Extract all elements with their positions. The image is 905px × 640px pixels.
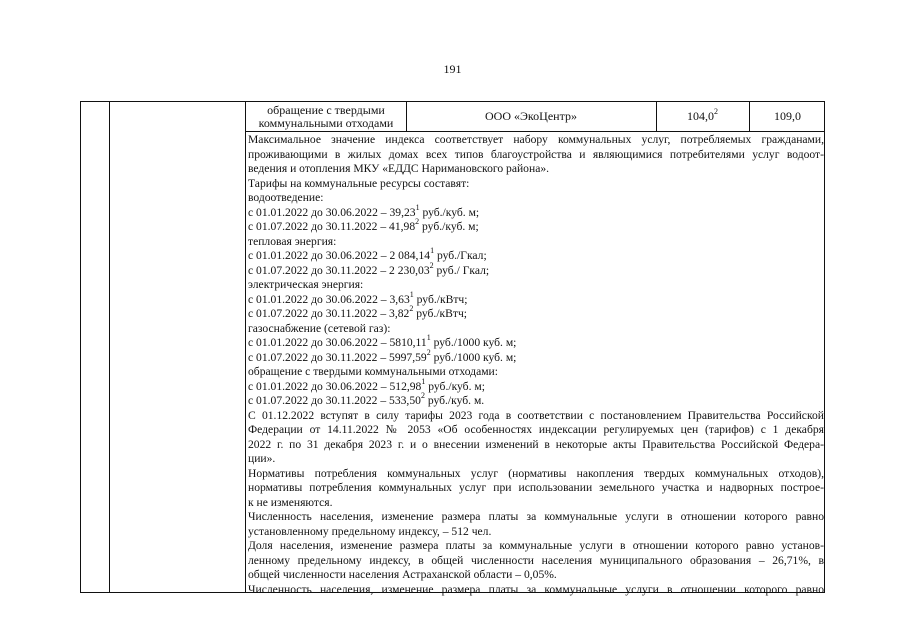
footnote-mark: 2 <box>714 107 718 116</box>
text-line <box>248 376 824 395</box>
text-line <box>248 525 824 540</box>
text-line-unit: руб./1000 куб. м; <box>430 336 517 349</box>
text-line-content: электрическая энергия: <box>248 278 364 291</box>
service-line: обращение с твердыми <box>267 103 385 117</box>
text-line-content: Тарифы на коммунальные ресурсы составят: <box>248 176 470 190</box>
organization-cell: ООО «ЭкоЦентр» <box>485 109 577 123</box>
text-line <box>248 539 824 554</box>
text-line-content: с 01.07.2022 до 30.11.2022 – 3,82 <box>248 307 410 320</box>
footnote-mark: 2 <box>429 260 434 270</box>
text-line-content: ленному предельному индексу, в общей численности населения муниципального образования – 26,71%, в <box>248 553 824 567</box>
text-line-content: установленному предельному индексу, – 512 чел. <box>248 524 492 538</box>
text-line-content: обращение с твердыми коммунальными отходами: <box>248 365 498 378</box>
text-line-unit: руб./кВтч; <box>413 307 468 320</box>
text-line-content: к не изменяются. <box>248 495 333 509</box>
text-line-content: с 01.01.2022 до 30.06.2022 – 512,98 <box>248 379 422 393</box>
column-divider <box>245 102 246 592</box>
text-line-content: с 01.01.2022 до 30.06.2022 – 2 084,14 <box>248 249 431 262</box>
text-line <box>248 177 824 192</box>
text-line <box>248 235 824 250</box>
footnote-mark: 2 <box>415 217 420 227</box>
text-line-unit: руб./кВтч; <box>413 292 468 306</box>
text-line <box>248 438 824 453</box>
text-line-content: с 01.01.2022 до 30.06.2022 – 3,63 <box>248 292 410 306</box>
text-line-content: ведения и отопления МКУ «ЕДДС Наримановского района». <box>248 162 550 175</box>
text-line-unit: руб./куб. м. <box>424 394 485 407</box>
service-line: коммунальными отходами <box>258 116 394 130</box>
text-line-content: с 01.01.2022 до 30.06.2022 – 5810,11 <box>248 336 427 349</box>
text-line-content: общей численности населения Астраханской области – 0,05%. <box>248 568 557 581</box>
text-line-unit: руб./куб. м; <box>419 220 479 233</box>
text-line <box>248 583 824 598</box>
text-line <box>248 289 824 308</box>
index-description <box>248 133 824 597</box>
text-line <box>248 391 824 409</box>
text-line <box>248 347 824 366</box>
service-cell <box>246 102 406 133</box>
text-line-unit: руб./куб. м; <box>425 379 485 393</box>
text-line-content: с 01.07.2022 до 30.11.2022 – 41,98 <box>248 220 416 233</box>
page-number: 191 <box>443 62 462 76</box>
text-line <box>248 452 824 467</box>
text-line-content: Нормативы потребления коммунальных услуг (нормативы накопления твердых коммунальных отходов), <box>248 466 824 480</box>
text-line-content: с 01.07.2022 до 30.11.2022 – 2 230,03 <box>248 263 430 277</box>
text-line-unit: руб./ Гкал; <box>433 263 490 277</box>
text-line-unit: руб./1000 куб. м; <box>430 350 517 364</box>
footnote-mark: 2 <box>420 391 425 401</box>
text-line-content: 2022 г. по 31 декабря 2023 г. и о внесении изменений в некоторые акты Правительства Российской Федера- <box>248 437 824 451</box>
text-line-content: Максимальное значение индекса соответствует набору коммунальных услуг, потребляемых гражданами, <box>248 133 824 146</box>
text-line <box>248 510 824 525</box>
text-line <box>248 202 824 221</box>
footnote-mark: 1 <box>409 289 414 299</box>
text-line <box>248 304 824 322</box>
text-line <box>248 278 824 293</box>
text-line <box>248 162 824 177</box>
column-divider <box>109 102 110 592</box>
tariff-table <box>80 101 825 596</box>
text-line <box>248 133 824 148</box>
text-line <box>248 191 824 206</box>
text-line <box>248 322 824 337</box>
text-line-unit: руб./куб. м; <box>419 205 480 219</box>
footnote-mark: 1 <box>426 333 431 343</box>
text-line-content: нормативы потребления коммунальных услуг при использовании земельного участка и надворных построе- <box>248 481 824 494</box>
text-line <box>248 409 824 424</box>
text-line <box>248 260 824 279</box>
text-line-content: Численность населения, изменение размера платы за коммунальные услуги в отношении которого равно <box>248 582 824 596</box>
text-line <box>248 554 824 569</box>
max-index-cell: 109,0 <box>774 109 801 123</box>
footnote-mark: 1 <box>421 376 426 386</box>
text-line-unit: руб./Гкал; <box>434 249 487 262</box>
text-line-content: С 01.12.2022 вступят в силу тарифы 2023 года в соответствии с постановлением Правительства Российской <box>248 408 824 422</box>
text-line-content: Федерации от 14.11.2022 № 2053 «Об особенностях индексации регулируемых цен (тарифов) с 1 декабря <box>248 423 824 436</box>
text-line <box>248 496 824 511</box>
text-line-content: газоснабжение (сетевой газ): <box>248 321 391 335</box>
text-line <box>248 148 824 163</box>
footnote-mark: 1 <box>415 202 420 212</box>
text-line <box>248 481 824 496</box>
footnote-mark: 1 <box>430 246 435 256</box>
text-line <box>248 467 824 482</box>
text-line <box>248 333 824 351</box>
footnote-mark: 2 <box>426 347 431 357</box>
text-line-content: Численность населения, изменение размера платы за коммунальные услуги в отношении которого равно <box>248 510 824 523</box>
text-line-content: водоотведение: <box>248 191 324 204</box>
text-line-content: с 01.07.2022 до 30.11.2022 – 533,50 <box>248 394 421 407</box>
text-line-content: Доля населения, изменение размера платы за коммунальные услуги в отношении которого равно установ- <box>248 539 824 552</box>
text-line-content: ции». <box>248 452 276 465</box>
text-line-content: с 01.01.2022 до 30.06.2022 – 39,23 <box>248 205 416 219</box>
text-line-content: тепловая энергия: <box>248 234 337 248</box>
text-line <box>248 365 824 380</box>
text-line <box>248 568 824 583</box>
index-value: 104,0 <box>687 109 714 123</box>
footnote-mark: 2 <box>409 304 414 314</box>
text-line <box>248 246 824 264</box>
text-line-content: с 01.07.2022 до 30.11.2022 – 5997,59 <box>248 350 427 364</box>
text-line <box>248 217 824 235</box>
text-line <box>248 423 824 438</box>
text-line-content: проживающими в жилых домах всех типов благоустройства и являющимися потребителями услуг водоот- <box>248 147 824 161</box>
